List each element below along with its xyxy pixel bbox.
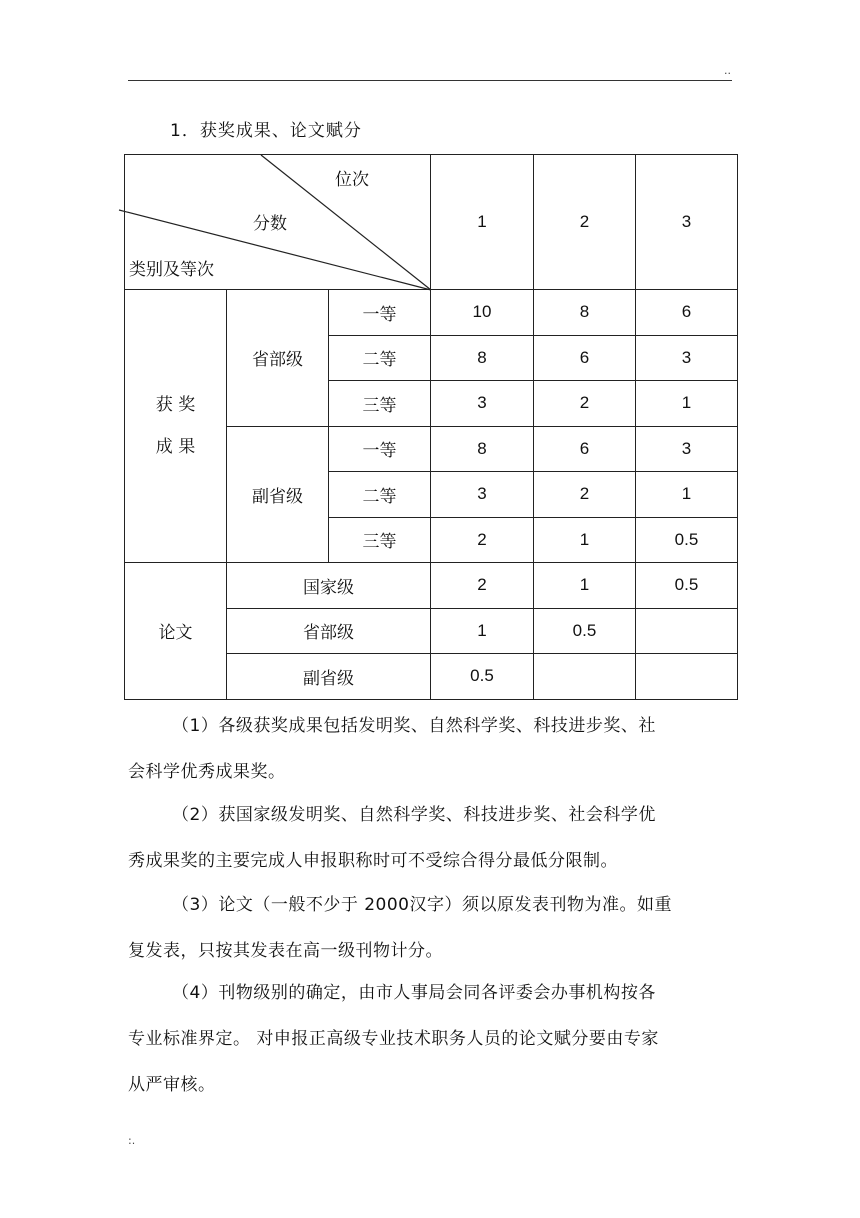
paper-level: 省部级 xyxy=(227,609,431,655)
rank-header-1: 1 xyxy=(431,155,534,290)
paper-level: 副省级 xyxy=(227,654,431,700)
score-cell: 8 xyxy=(431,427,534,473)
score-cell: 3 xyxy=(636,427,738,473)
score-cell: 1 xyxy=(636,381,738,427)
note-line: 复发表，只按其发表在高一级刊物计分。 xyxy=(128,941,443,961)
award-grade: 一等 xyxy=(329,290,431,336)
header-mark: .. xyxy=(724,64,731,77)
footer-mark: :. xyxy=(128,1134,136,1147)
award-grade: 一等 xyxy=(329,427,431,473)
score-cell: 1 xyxy=(534,518,636,564)
score-cell: 1 xyxy=(534,563,636,609)
score-cell: 3 xyxy=(636,336,738,382)
table-corner-header xyxy=(125,155,431,290)
section-title: 1．获奖成果、论文赋分 xyxy=(170,121,362,141)
note-line: 秀成果奖的主要完成人申报职称时可不受综合得分最低分限制。 xyxy=(128,851,618,871)
scoring-table xyxy=(124,154,738,700)
score-cell: 1 xyxy=(431,609,534,655)
award-grade: 二等 xyxy=(329,336,431,382)
note-line: （1）各级获奖成果包括发明奖、自然科学奖、科技进步奖、社 xyxy=(172,716,656,736)
award-label-line2: 成 果 xyxy=(155,437,196,457)
score-cell xyxy=(534,654,636,700)
corner-label-category: 类别及等次 xyxy=(129,260,214,280)
award-grade: 三等 xyxy=(329,381,431,427)
rank-header-3: 3 xyxy=(636,155,738,290)
rank-header-2: 2 xyxy=(534,155,636,290)
score-cell: 0.5 xyxy=(636,563,738,609)
corner-label-rank: 位次 xyxy=(335,170,369,190)
score-cell: 8 xyxy=(431,336,534,382)
award-level-1: 省部级 xyxy=(227,290,329,427)
note-paragraph-4 xyxy=(128,970,728,1108)
score-cell: 3 xyxy=(431,381,534,427)
score-cell: 0.5 xyxy=(534,609,636,655)
score-cell: 3 xyxy=(431,472,534,518)
header-rule xyxy=(128,80,732,81)
score-cell: 6 xyxy=(636,290,738,336)
note-paragraph-3 xyxy=(128,882,728,974)
award-label-line1: 获 奖 xyxy=(155,395,196,415)
corner-label-score: 分数 xyxy=(253,214,287,234)
award-grade: 三等 xyxy=(329,518,431,564)
score-cell: 2 xyxy=(431,563,534,609)
award-grade: 二等 xyxy=(329,472,431,518)
score-cell: 10 xyxy=(431,290,534,336)
score-cell xyxy=(636,609,738,655)
note-line: （2）获国家级发明奖、自然科学奖、科技进步奖、社会科学优 xyxy=(172,805,656,825)
award-group-label xyxy=(125,290,227,563)
score-cell xyxy=(636,654,738,700)
score-cell: 6 xyxy=(534,336,636,382)
paper-level: 国家级 xyxy=(227,563,431,609)
note-line: 专业标准界定。 对申报正高级专业技术职务人员的论文赋分要由专家 xyxy=(128,1029,659,1049)
score-cell: 2 xyxy=(534,472,636,518)
note-paragraph-1 xyxy=(128,703,728,795)
note-line: 会科学优秀成果奖。 xyxy=(128,762,286,782)
score-cell: 0.5 xyxy=(636,518,738,564)
score-cell: 1 xyxy=(636,472,738,518)
note-line: （3）论文（一般不少于 2000汉字）须以原发表刊物为准。如重 xyxy=(172,895,672,915)
score-cell: 6 xyxy=(534,427,636,473)
paper-group-label: 论文 xyxy=(125,563,227,700)
note-paragraph-2 xyxy=(128,792,728,884)
score-cell: 2 xyxy=(431,518,534,564)
note-line: 从严审核。 xyxy=(128,1075,216,1095)
note-line: （4）刊物级别的确定，由市人事局会同各评委会办事机构按各 xyxy=(172,983,656,1003)
score-cell: 2 xyxy=(534,381,636,427)
award-level-2: 副省级 xyxy=(227,427,329,564)
score-cell: 0.5 xyxy=(431,654,534,700)
score-cell: 8 xyxy=(534,290,636,336)
